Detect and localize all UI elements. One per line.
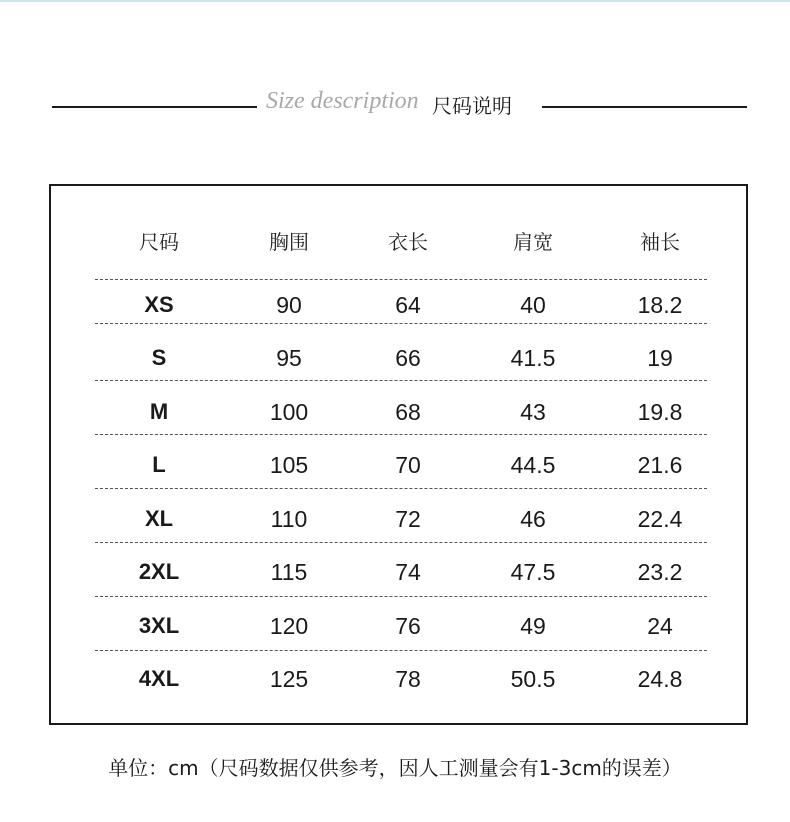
size-cell: M (149, 399, 169, 424)
chest-cell: 125 (269, 666, 309, 692)
row-divider (95, 650, 707, 651)
table-row (95, 332, 707, 384)
shoulder-cell: 46 (520, 506, 546, 532)
size-table (49, 184, 748, 725)
size-cell: L (152, 452, 166, 477)
sleeve-cell: 22.4 (637, 506, 683, 532)
sleeve-cell: 23.2 (637, 559, 683, 585)
row-divider (95, 488, 707, 489)
sleeve-cell: 24 (647, 613, 673, 639)
sleeve-cell: 18.2 (637, 292, 683, 318)
header-size: 尺码 (139, 230, 179, 254)
chest-cell: 115 (270, 559, 308, 585)
chest-cell: 120 (269, 613, 309, 639)
chest-cell: 100 (269, 399, 309, 425)
size-cell: S (151, 345, 167, 370)
heading-chinese: 尺码说明 (432, 94, 512, 118)
sleeve-cell: 19.8 (637, 399, 683, 425)
shoulder-cell: 43 (520, 399, 546, 425)
header-shoulder: 肩宽 (513, 230, 553, 254)
table-row (95, 600, 707, 652)
table-row (95, 653, 707, 705)
row-divider (95, 323, 707, 324)
length-cell: 68 (395, 399, 421, 425)
length-cell: 78 (395, 666, 421, 692)
table-row (95, 386, 707, 438)
shoulder-cell: 47.5 (510, 559, 556, 585)
table-row (95, 493, 707, 545)
chest-cell: 105 (269, 452, 309, 478)
table-row (95, 439, 707, 491)
row-divider (95, 596, 707, 597)
row-divider (95, 380, 707, 381)
row-divider (95, 434, 707, 435)
header-length: 衣长 (388, 230, 428, 254)
chest-cell: 95 (276, 345, 302, 371)
chest-cell: 110 (270, 506, 308, 532)
top-rule (0, 0, 790, 2)
size-cell: XS (144, 292, 174, 317)
length-cell: 66 (395, 345, 421, 371)
size-cell: 3XL (138, 613, 180, 638)
size-cell: 2XL (138, 559, 180, 584)
row-divider (95, 542, 707, 543)
header-chest: 胸围 (269, 230, 309, 254)
size-cell: XL (144, 506, 174, 531)
shoulder-cell: 44.5 (510, 452, 556, 478)
heading-english: Size description (266, 88, 419, 114)
table-row (95, 546, 707, 598)
length-cell: 64 (395, 292, 421, 318)
header-sleeve: 袖长 (640, 230, 680, 254)
length-cell: 74 (395, 559, 421, 585)
sleeve-cell: 24.8 (637, 666, 683, 692)
sleeve-cell: 19 (647, 345, 673, 371)
heading-right-rule (542, 106, 747, 108)
length-cell: 70 (395, 452, 421, 478)
shoulder-cell: 49 (520, 613, 546, 639)
shoulder-cell: 50.5 (510, 666, 556, 692)
shoulder-cell: 41.5 (510, 345, 556, 371)
length-cell: 72 (395, 506, 421, 532)
table-header-row (95, 216, 707, 268)
measurement-note: 单位：cm（尺码数据仅供参考，因人工测量会有1-3cm的误差） (108, 756, 682, 780)
sleeve-cell: 21.6 (637, 452, 683, 478)
length-cell: 76 (395, 613, 421, 639)
chest-cell: 90 (276, 292, 302, 318)
heading-left-rule (52, 106, 257, 108)
shoulder-cell: 40 (520, 292, 546, 318)
size-cell: 4XL (138, 666, 180, 691)
section-heading (0, 86, 790, 122)
